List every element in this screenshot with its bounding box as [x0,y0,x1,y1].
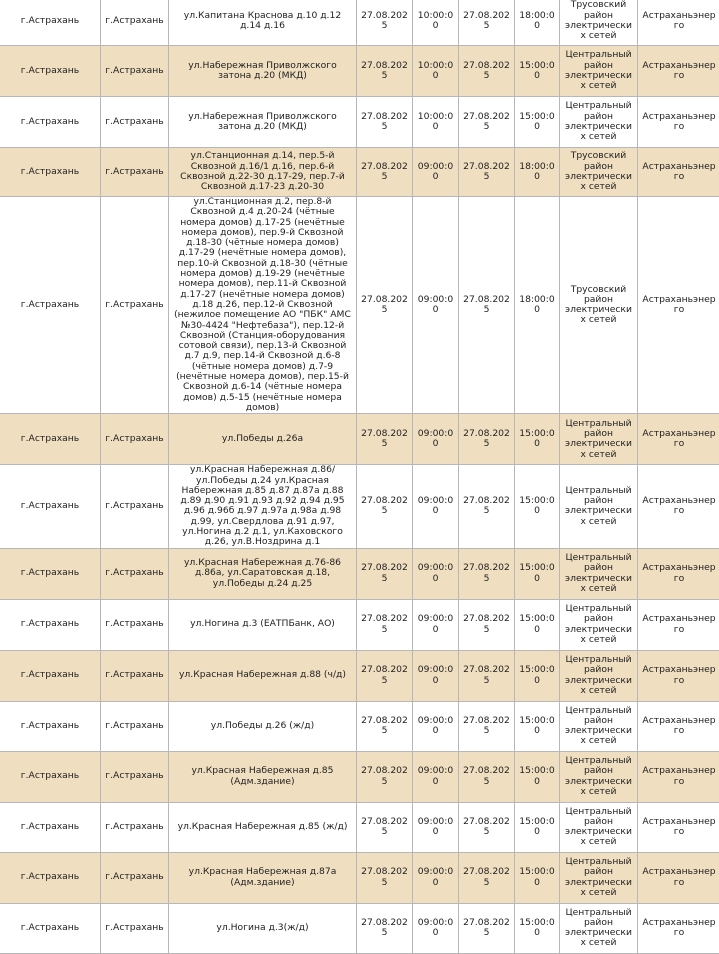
region-cell: г.Астрахань [0,148,101,197]
start-date-cell: 27.08.2025 [357,599,413,650]
start-date-cell: 27.08.2025 [357,148,413,197]
address-cell: ул.Капитана Краснова д.10 д.12 д.14 д.16 [169,0,357,46]
company-cell: Астраханьэнерго [638,701,719,751]
district-cell: Центральный район электрических сетей [560,414,638,465]
end-date-cell: 27.08.2025 [459,751,515,802]
district-cell: Трусовский район электрических сетей [560,148,638,197]
region-cell: г.Астрахань [0,751,101,802]
city-cell: г.Астрахань [101,599,169,650]
start-date-cell: 27.08.2025 [357,465,413,548]
end-time-cell: 15:00:00 [515,701,560,751]
district-cell: Центральный район электрических сетей [560,46,638,97]
region-cell: г.Астрахань [0,97,101,148]
end-time-cell: 15:00:00 [515,465,560,548]
end-time-cell: 15:00:00 [515,903,560,953]
company-cell: Астраханьэнерго [638,465,719,548]
start-date-cell: 27.08.2025 [357,751,413,802]
end-time-cell: 15:00:00 [515,802,560,852]
region-cell: г.Астрахань [0,548,101,599]
address-cell: ул.Победы д.26а [169,414,357,465]
table-row [0,46,719,97]
region-cell: г.Астрахань [0,197,101,414]
start-date-cell: 27.08.2025 [357,197,413,414]
region-cell: г.Астрахань [0,599,101,650]
start-time-cell: 09:00:00 [413,751,459,802]
company-cell: Астраханьэнерго [638,0,719,46]
table-row [0,465,719,548]
company-cell: Астраханьэнерго [638,148,719,197]
address-cell: ул.Станционная д.2, пер.8-й Сквозной д.4 д.20-24 (чётные номера домов) д.17-25 (нечётные номера домов), пер.9-й Сквозной д.18-30 (чётные номера домов) д.17-29 (нечётные номера домов), пер.10-й Сквозной д.18-30 (чётные номера домов) д.19-29 (нечётные номера домов), пер.11-й Сквозной д.17-27 (нечётные номера домов) д.18 д.26, пер.12-й Сквозной (нежилое помещение АО "ПБК" АМС №30-4424 "Нефтебаза"), пер.12-й Сквозной (Станция-оборудования сотовой связи), пер.13-й Сквозной д.7 д.9, пер.14-й Сквозной д.6-8 (чётные номера домов) д.7-9 (нечётные номера домов), пер.15-й Сквозной д.6-14 (чётные номера домов) д.5-15 (нечётные номера домов) [169,197,357,414]
address-cell: ул.Красная Набережная д.85 (Адм.здание) [169,751,357,802]
district-cell: Центральный район электрических сетей [560,852,638,903]
city-cell: г.Астрахань [101,852,169,903]
city-cell: г.Астрахань [101,97,169,148]
company-cell: Астраханьэнерго [638,97,719,148]
end-date-cell: 27.08.2025 [459,414,515,465]
city-cell: г.Астрахань [101,701,169,751]
city-cell: г.Астрахань [101,148,169,197]
table-row [0,548,719,599]
table-row [0,701,719,751]
address-cell: ул.Красная Набережная д.87а (Адм.здание) [169,852,357,903]
start-time-cell: 09:00:00 [413,414,459,465]
district-cell: Центральный район электрических сетей [560,97,638,148]
start-time-cell: 10:00:00 [413,46,459,97]
address-cell: ул.Ногина д.3 (ЕАТПБанк, АО) [169,599,357,650]
address-cell: ул.Красная Набережная д.88 (ч/д) [169,650,357,701]
start-date-cell: 27.08.2025 [357,852,413,903]
start-time-cell: 09:00:00 [413,903,459,953]
district-cell: Центральный район электрических сетей [560,903,638,953]
end-date-cell: 27.08.2025 [459,852,515,903]
start-time-cell: 09:00:00 [413,701,459,751]
end-time-cell: 18:00:00 [515,197,560,414]
company-cell: Астраханьэнерго [638,650,719,701]
end-time-cell: 15:00:00 [515,414,560,465]
start-date-cell: 27.08.2025 [357,97,413,148]
start-date-cell: 27.08.2025 [357,0,413,46]
table-row [0,751,719,802]
company-cell: Астраханьэнерго [638,414,719,465]
region-cell: г.Астрахань [0,414,101,465]
table-row [0,599,719,650]
district-cell: Трусовский район электрических сетей [560,197,638,414]
region-cell: г.Астрахань [0,650,101,701]
end-date-cell: 27.08.2025 [459,903,515,953]
start-time-cell: 09:00:00 [413,852,459,903]
table-row [0,197,719,414]
address-cell: ул.Красная Набережная д.76-86 д.86а, ул.Саратовская д.18, ул.Победы д.24 д.25 [169,548,357,599]
end-time-cell: 15:00:00 [515,548,560,599]
start-time-cell: 09:00:00 [413,148,459,197]
table-row [0,148,719,197]
address-cell: ул.Ногина д.3(ж/д) [169,903,357,953]
address-cell: ул.Красная Набережная д.85 (ж/д) [169,802,357,852]
end-date-cell: 27.08.2025 [459,548,515,599]
end-date-cell: 27.08.2025 [459,0,515,46]
company-cell: Астраханьэнерго [638,802,719,852]
end-date-cell: 27.08.2025 [459,465,515,548]
end-date-cell: 27.08.2025 [459,802,515,852]
table-row [0,852,719,903]
start-time-cell: 10:00:00 [413,0,459,46]
table-row [0,903,719,953]
company-cell: Астраханьэнерго [638,852,719,903]
district-cell: Центральный район электрических сетей [560,802,638,852]
city-cell: г.Астрахань [101,802,169,852]
region-cell: г.Астрахань [0,46,101,97]
region-cell: г.Астрахань [0,465,101,548]
start-date-cell: 27.08.2025 [357,414,413,465]
district-cell: Центральный район электрических сетей [560,465,638,548]
table-row [0,97,719,148]
region-cell: г.Астрахань [0,852,101,903]
end-time-cell: 18:00:00 [515,148,560,197]
end-date-cell: 27.08.2025 [459,650,515,701]
company-cell: Астраханьэнерго [638,46,719,97]
city-cell: г.Астрахань [101,903,169,953]
end-date-cell: 27.08.2025 [459,599,515,650]
start-time-cell: 09:00:00 [413,599,459,650]
end-time-cell: 18:00:00 [515,0,560,46]
company-cell: Астраханьэнерго [638,599,719,650]
start-time-cell: 09:00:00 [413,802,459,852]
region-cell: г.Астрахань [0,802,101,852]
table-row [0,414,719,465]
district-cell: Центральный район электрических сетей [560,599,638,650]
start-date-cell: 27.08.2025 [357,802,413,852]
region-cell: г.Астрахань [0,903,101,953]
district-cell: Центральный район электрических сетей [560,751,638,802]
district-cell: Центральный район электрических сетей [560,548,638,599]
start-date-cell: 27.08.2025 [357,650,413,701]
end-time-cell: 15:00:00 [515,650,560,701]
city-cell: г.Астрахань [101,650,169,701]
end-time-cell: 15:00:00 [515,46,560,97]
city-cell: г.Астрахань [101,0,169,46]
end-time-cell: 15:00:00 [515,751,560,802]
company-cell: Астраханьэнерго [638,751,719,802]
address-cell: ул.Станционная д.14, пер.5-й Сквозной д.16/1 д.16, пер.6-й Сквозной д.22-30 д.17-29, пер.7-й Сквозной д.17-23 д.20-30 [169,148,357,197]
company-cell: Астраханьэнерго [638,548,719,599]
address-cell: ул.Красная Набережная д.86/ ул.Победы д.24 ул.Красная Набережная д.85 д.87 д.87а д.88 д.89 д.90 д.91 д.93 д.92 д.94 д.95 д.96 д.96б д.97 д.97а д.98а д.98 д.99, ул.Свердлова д.91 д.97, ул.Ногина д.2 д.1, ул.Каховского д.26, ул.В.Ноздрина д.1 [169,465,357,548]
start-date-cell: 27.08.2025 [357,701,413,751]
address-cell: ул.Набережная Приволжского затона д.20 (МКД) [169,97,357,148]
end-time-cell: 15:00:00 [515,852,560,903]
address-cell: ул.Набережная Приволжского затона д.20 (МКД) [169,46,357,97]
start-date-cell: 27.08.2025 [357,903,413,953]
table-row [0,802,719,852]
city-cell: г.Астрахань [101,197,169,414]
start-time-cell: 09:00:00 [413,650,459,701]
region-cell: г.Астрахань [0,0,101,46]
company-cell: Астраханьэнерго [638,903,719,953]
end-date-cell: 27.08.2025 [459,46,515,97]
address-cell: ул.Победы д.26 (ж/д) [169,701,357,751]
region-cell: г.Астрахань [0,701,101,751]
start-date-cell: 27.08.2025 [357,46,413,97]
company-cell: Астраханьэнерго [638,197,719,414]
end-date-cell: 27.08.2025 [459,197,515,414]
district-cell: Центральный район электрических сетей [560,650,638,701]
end-date-cell: 27.08.2025 [459,701,515,751]
district-cell: Трусовский район электрических сетей [560,0,638,46]
table-row [0,650,719,701]
city-cell: г.Астрахань [101,548,169,599]
start-time-cell: 09:00:00 [413,548,459,599]
end-time-cell: 15:00:00 [515,599,560,650]
city-cell: г.Астрахань [101,751,169,802]
city-cell: г.Астрахань [101,46,169,97]
city-cell: г.Астрахань [101,414,169,465]
table-row [0,0,719,46]
city-cell: г.Астрахань [101,465,169,548]
end-date-cell: 27.08.2025 [459,148,515,197]
end-date-cell: 27.08.2025 [459,97,515,148]
start-time-cell: 10:00:00 [413,97,459,148]
start-time-cell: 09:00:00 [413,465,459,548]
district-cell: Центральный район электрических сетей [560,701,638,751]
start-date-cell: 27.08.2025 [357,548,413,599]
end-time-cell: 15:00:00 [515,97,560,148]
start-time-cell: 09:00:00 [413,197,459,414]
